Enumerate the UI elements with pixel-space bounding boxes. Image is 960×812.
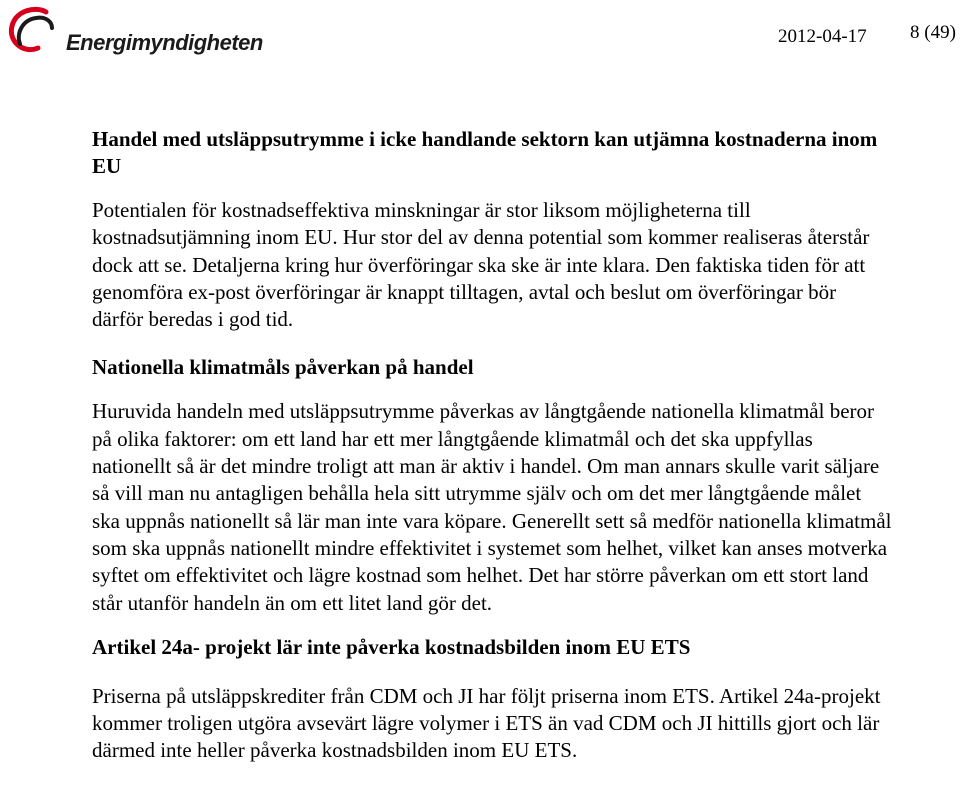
energimyndigheten-logo bbox=[6, 4, 263, 60]
section-paragraph: Huruvida handeln med utsläppsutrymme påverkas av långtgående nationella klimatmål beror på olika faktorer: om ett land har ett mer långtgående klimatmål och det ska uppfyllas nationellt så är det mindre troligt att man är aktiv i handel. Om man annars skulle varit säljare så vill man nu antagligen behålla hela sitt utrymme själv och om det mer långtgående målet ska uppnås nationellt så lär man inte vara köpare. Generellt sett så medför nationella klimatmål som ska uppnås nationellt mindre effektivitet i systemet som helhet, vilket kan anses motverka syftet om effektivitet och lägre kostnad som helhet. Det har större påverkan om ett stort land står utanför handeln än om ett litet land gör det. bbox=[92, 399, 892, 615]
document-date: 2012-04-17 bbox=[778, 26, 867, 47]
logo-swirl-icon bbox=[6, 4, 62, 60]
page-number: 8 (49) bbox=[910, 22, 956, 43]
section-heading: Artikel 24a- projekt lär inte påverka kostnadsbilden inom EU ETS bbox=[92, 634, 691, 659]
logo-wordmark: Energimyndigheten bbox=[66, 30, 263, 55]
section-paragraph: Potentialen för kostnadseffektiva minskningar är stor liksom möjligheterna till kostnadsutjämning inom EU. Hur stor del av denna potential som kommer realiseras återstår dock att se. Detaljerna kring hur överföringar ska ske är inte klara. Den faktiska tiden för att genomföra ex-post överföringar är knappt tilltagen, avtal och beslut om överföringar bör därför beredas i god tid. bbox=[92, 198, 870, 332]
section-heading: Nationella klimatmåls påverkan på handel bbox=[92, 355, 474, 380]
document-body bbox=[92, 126, 892, 765]
section-heading: Handel med utsläppsutrymme i icke handlande sektorn kan utjämna kostnaderna inom EU bbox=[92, 127, 878, 178]
section-paragraph: Priserna på utsläppskrediter från CDM och JI har följt priserna inom ETS. Artikel 24a-projekt kommer troligen utgöra avsevärt lägre volymer i ETS än vad CDM och JI hittills gjort och lär därmed inte heller påverka kostnadsbilden inom EU ETS. bbox=[92, 683, 881, 763]
